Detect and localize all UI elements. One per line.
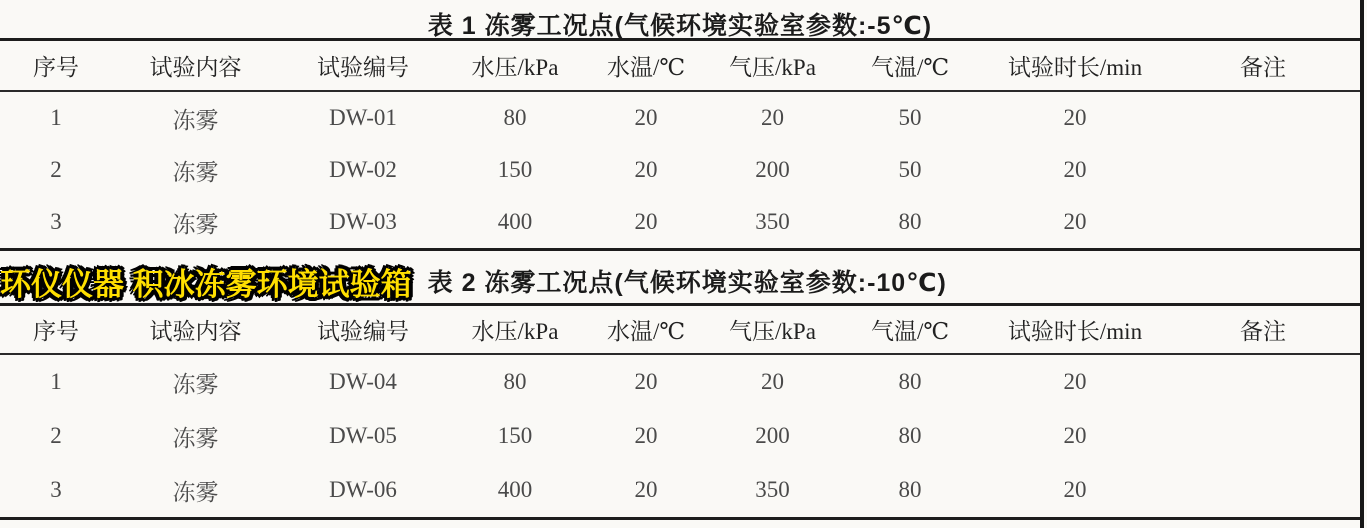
cell: 冻雾 <box>172 159 219 185</box>
cell: 20 <box>634 157 658 182</box>
cell: 20 <box>761 369 784 394</box>
table2-title-row <box>0 258 1360 304</box>
cell: 冻雾 <box>172 479 219 505</box>
column-header: 备注 <box>1166 305 1360 355</box>
cell: DW-05 <box>329 423 397 448</box>
cell: 80 <box>503 105 527 130</box>
cell: DW-01 <box>329 105 397 130</box>
cell: 80 <box>898 423 922 448</box>
table-row <box>0 91 1360 144</box>
column-header: 试验编号 <box>279 40 447 92</box>
column-header: 气温/℃ <box>836 305 984 355</box>
table2-body <box>0 354 1360 519</box>
cell <box>1166 144 1360 196</box>
cell: 2 <box>50 157 62 182</box>
cell: 3 <box>50 477 62 502</box>
column-header: 试验时长/min <box>984 40 1166 92</box>
cell: 冻雾 <box>172 211 219 237</box>
cell: 冻雾 <box>172 425 219 451</box>
column-header: 试验内容 <box>112 305 279 355</box>
cell: DW-04 <box>329 369 397 394</box>
table-row <box>0 144 1360 196</box>
vendor-watermark: 环仪仪器 积冰冻雾环境试验箱 <box>0 266 412 302</box>
cell: 80 <box>898 369 922 394</box>
column-header: 气温/℃ <box>836 40 984 92</box>
cell: 80 <box>898 477 922 502</box>
cell <box>1166 91 1360 144</box>
table-row <box>0 196 1360 250</box>
cell: 20 <box>634 423 658 448</box>
cell: 冻雾 <box>172 107 219 133</box>
cell: 400 <box>497 477 533 502</box>
column-header: 序号 <box>0 305 112 355</box>
column-header: 试验编号 <box>279 305 447 355</box>
cell: 20 <box>1063 423 1087 448</box>
column-header: 气压/kPa <box>709 305 836 355</box>
cell: 20 <box>634 209 658 234</box>
cell: 20 <box>634 477 658 502</box>
cell: 20 <box>1063 105 1087 130</box>
cell: 350 <box>755 477 790 502</box>
cell: 20 <box>761 105 784 130</box>
column-header: 试验时长/min <box>984 305 1166 355</box>
cell: DW-06 <box>329 477 397 502</box>
cell: 50 <box>898 157 922 182</box>
table-row <box>0 354 1360 409</box>
column-header: 水温/℃ <box>583 40 709 92</box>
column-header: 试验内容 <box>112 40 279 92</box>
cell: 400 <box>497 209 533 234</box>
column-header: 水压/kPa <box>447 40 583 92</box>
cell <box>1166 196 1360 250</box>
column-header: 水压/kPa <box>447 305 583 355</box>
header-row <box>0 40 1360 92</box>
cell: 150 <box>497 423 533 448</box>
cell: 2 <box>50 423 62 448</box>
table2 <box>0 303 1360 520</box>
cell: 150 <box>497 157 533 182</box>
cell: 80 <box>898 209 922 234</box>
cell: 1 <box>50 105 62 130</box>
cell: 350 <box>755 209 790 234</box>
cell: 1 <box>50 369 62 394</box>
table1-title: 表 1 冻雾工况点(气候环境实验室参数:-5℃) <box>427 12 933 40</box>
cell: 冻雾 <box>172 371 219 397</box>
column-header: 气压/kPa <box>709 40 836 92</box>
cell: 200 <box>755 157 790 182</box>
table2-header <box>0 305 1360 355</box>
cell: 20 <box>1063 477 1087 502</box>
table2-grid <box>0 303 1360 520</box>
table-row <box>0 409 1360 463</box>
table1-grid <box>0 38 1360 251</box>
cell: 20 <box>1063 209 1087 234</box>
table1-body <box>0 91 1360 250</box>
cell: 20 <box>634 105 658 130</box>
cell: DW-02 <box>329 157 397 182</box>
cell: DW-03 <box>329 209 397 234</box>
cell <box>1166 409 1360 463</box>
cell <box>1166 463 1360 519</box>
cell: 20 <box>634 369 658 394</box>
cell: 20 <box>1063 157 1087 182</box>
cell: 3 <box>50 209 62 234</box>
cell: 200 <box>755 423 790 448</box>
table-row <box>0 463 1360 519</box>
header-row <box>0 305 1360 355</box>
column-header: 水温/℃ <box>583 305 709 355</box>
table1-header <box>0 40 1360 92</box>
scan-right-border <box>1360 0 1364 528</box>
cell: 50 <box>898 105 922 130</box>
cell <box>1166 354 1360 409</box>
table1 <box>0 38 1360 251</box>
table2-title: 表 2 冻雾工况点(气候环境实验室参数:-10℃) <box>427 269 947 297</box>
cell: 20 <box>1063 369 1087 394</box>
cell: 80 <box>503 369 527 394</box>
column-header: 备注 <box>1166 40 1360 92</box>
column-header: 序号 <box>0 40 112 92</box>
